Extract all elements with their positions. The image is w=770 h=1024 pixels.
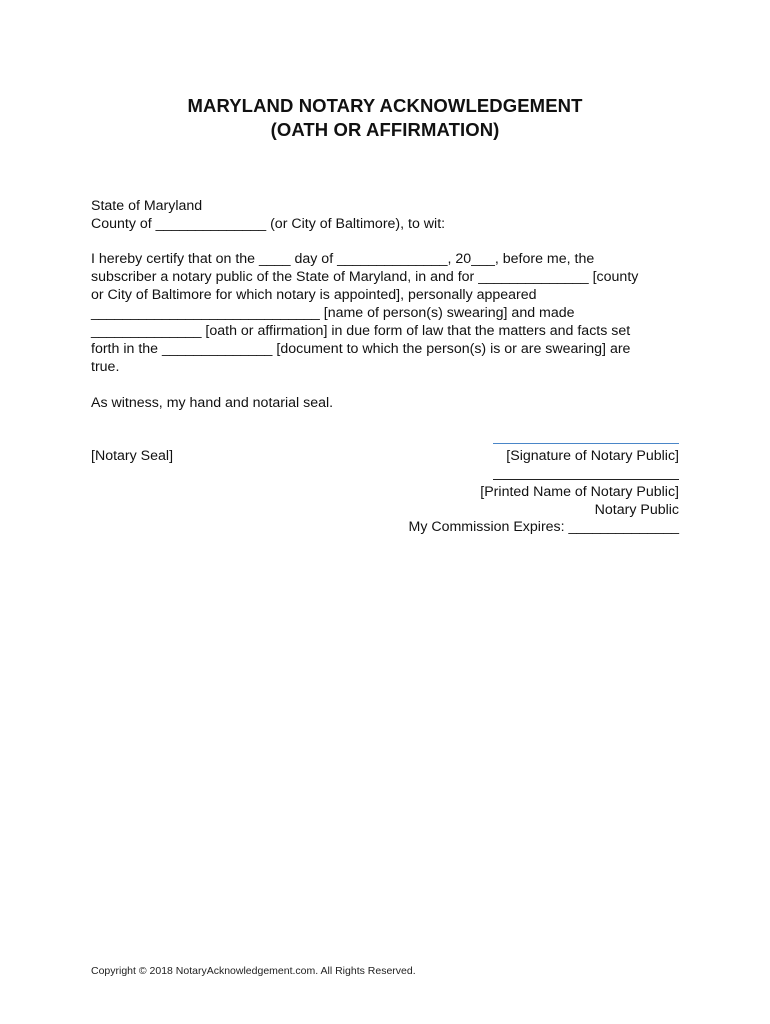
body-line-4: _____________________________ [name of person(s) swearing] and made bbox=[91, 305, 575, 321]
body-line-7: true. bbox=[91, 359, 120, 375]
notary-seal-placeholder: [Notary Seal] bbox=[91, 448, 174, 464]
signature-line[interactable] bbox=[493, 443, 679, 444]
commission-expires-line: My Commission Expires: ______________ bbox=[408, 519, 679, 535]
county-line: County of ______________ (or City of Baltimore), to wit: bbox=[91, 216, 446, 232]
state-line: State of Maryland bbox=[91, 198, 203, 214]
notary-public-title: Notary Public bbox=[594, 502, 679, 518]
body-line-1: I hereby certify that on the ____ day of ______________, 20___, before me, the bbox=[91, 251, 595, 267]
signature-label: [Signature of Notary Public] bbox=[506, 448, 679, 464]
document-title-line-1: MARYLAND NOTARY ACKNOWLEDGEMENT bbox=[187, 95, 583, 116]
body-line-2: subscriber a notary public of the State of Maryland, in and for ______________ [county bbox=[91, 269, 639, 285]
document-title-line-2: (OATH OR AFFIRMATION) bbox=[270, 119, 500, 140]
printed-name-label: [Printed Name of Notary Public] bbox=[480, 484, 679, 500]
body-line-3: or City of Baltimore for which notary is appointed], personally appeared bbox=[91, 287, 537, 303]
witness-statement: As witness, my hand and notarial seal. bbox=[91, 395, 334, 411]
copyright-footer: Copyright © 2018 NotaryAcknowledgement.com. All Rights Reserved. bbox=[91, 965, 416, 977]
printed-name-line[interactable] bbox=[493, 479, 679, 480]
body-line-6: forth in the ______________ [document to which the person(s) is or are swearing] are bbox=[91, 341, 631, 357]
body-line-5: ______________ [oath or affirmation] in due form of law that the matters and facts set bbox=[91, 323, 631, 339]
